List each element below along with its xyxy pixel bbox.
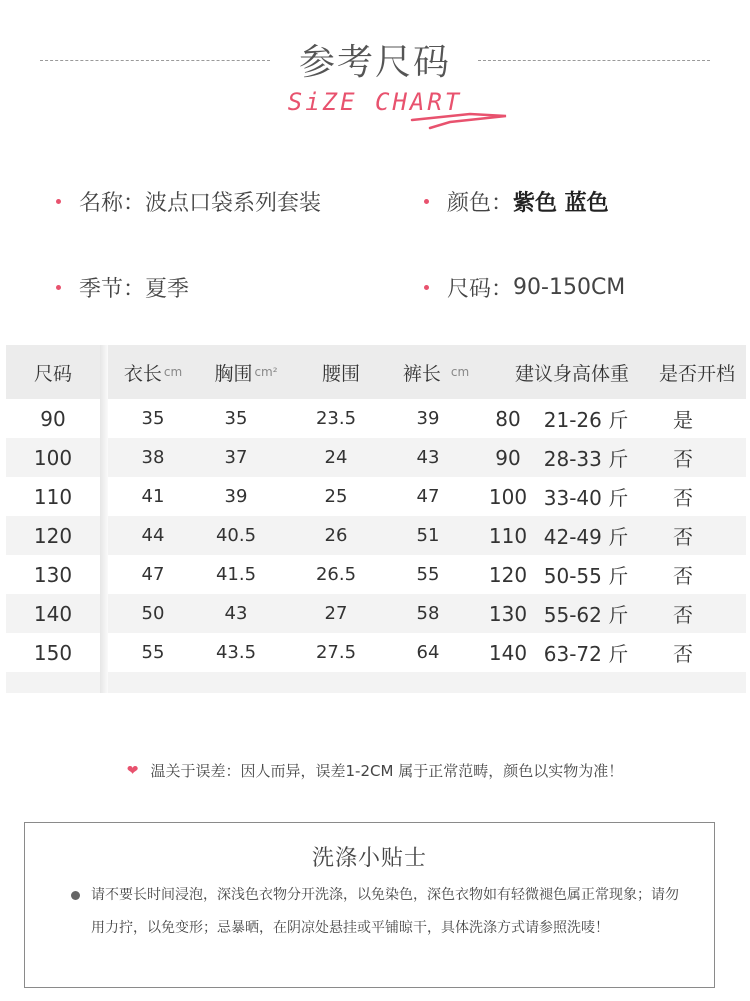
cell-length: 38: [141, 447, 165, 468]
header-size: 尺码: [33, 362, 72, 385]
cell-chest: 37: [224, 447, 248, 468]
cell-waist: 27.5: [315, 642, 357, 663]
cell-waist: 26: [324, 525, 348, 546]
cell-pants: 51: [416, 525, 440, 546]
size-chart-header: [0, 28, 750, 138]
cell-height: 80: [495, 406, 521, 431]
table-row: [6, 594, 746, 633]
table-footer-band: [6, 672, 746, 693]
cell-open: 否: [673, 525, 693, 549]
heart-icon: ❤: [126, 762, 139, 779]
cell-size: 140: [33, 601, 73, 626]
cell-weight: 21-26 斤: [543, 408, 629, 432]
cell-weight: 42-49 斤: [543, 525, 629, 549]
cell-waist: 27: [324, 603, 348, 624]
wash-tips-title: 洗涤小贴士: [311, 846, 427, 871]
cell-height: 120: [488, 562, 528, 587]
cell-open: 否: [673, 564, 693, 588]
bullet-icon: [424, 285, 429, 290]
cell-height: 140: [488, 640, 528, 665]
cell-chest: 39: [224, 486, 248, 507]
cell-height: 110: [488, 523, 528, 548]
header-length: 衣长 cm: [123, 362, 183, 385]
cell-waist: 25: [324, 486, 348, 507]
product-color-value: 紫色 蓝色: [513, 191, 609, 216]
cell-length: 44: [141, 525, 165, 546]
column-divider: [100, 345, 108, 693]
cell-height: 90: [495, 445, 521, 470]
cell-open: 否: [673, 447, 693, 471]
cell-open: 否: [673, 486, 693, 510]
cell-waist: 23.5: [315, 408, 357, 429]
cell-length: 55: [141, 642, 165, 663]
header-suggest: 建议身高体重: [514, 362, 629, 385]
error-note-text: 温关于误差：因人而异，误差1-2CM 属于正常范畴，颜色以实物为准！: [150, 762, 624, 780]
error-note: [0, 760, 750, 781]
cell-pants: 58: [416, 603, 440, 624]
product-color: [424, 186, 609, 217]
cell-waist: 26.5: [315, 564, 357, 585]
table-row: [6, 633, 746, 672]
product-name-label: 名称：: [79, 191, 146, 216]
product-size-label: 尺码：: [447, 277, 514, 302]
header-open: 是否开档: [658, 362, 735, 385]
cell-pants: 64: [416, 642, 440, 663]
cell-pants: 47: [416, 486, 440, 507]
cell-size: 110: [33, 484, 73, 509]
cell-size: 90: [40, 406, 66, 431]
cell-chest: 41.5: [215, 564, 257, 585]
cell-waist: 24: [324, 447, 348, 468]
product-color-label: 颜色：: [447, 191, 514, 216]
cell-length: 50: [141, 603, 165, 624]
cell-size: 150: [33, 640, 73, 665]
product-size-value: 90-150CM: [513, 275, 626, 300]
cell-height: 100: [488, 484, 528, 509]
cell-length: 41: [141, 486, 165, 507]
cell-size: 100: [33, 445, 73, 470]
cell-open: 否: [673, 603, 693, 627]
size-table: [6, 345, 746, 693]
cell-chest: 43.5: [215, 642, 257, 663]
product-size: [424, 272, 625, 303]
cell-weight: 33-40 斤: [543, 486, 629, 510]
table-row: [6, 477, 746, 516]
page-subtitle: SiZE CHART: [287, 88, 463, 116]
product-season-value: 夏季: [145, 277, 190, 302]
product-name-value: 波点口袋系列套装: [145, 191, 322, 216]
header-waist: 腰围: [321, 362, 360, 385]
table-row: [6, 516, 746, 555]
header-pants: 裤长 cm: [402, 362, 470, 385]
cell-pants: 43: [416, 447, 440, 468]
header-chest: 胸围 cm²: [214, 362, 278, 385]
cell-weight: 63-72 斤: [543, 642, 629, 666]
cell-length: 47: [141, 564, 165, 585]
cell-weight: 28-33 斤: [543, 447, 629, 471]
cell-weight: 50-55 斤: [543, 564, 629, 588]
cell-size: 130: [33, 562, 73, 587]
cell-length: 35: [141, 408, 165, 429]
cell-chest: 35: [224, 408, 248, 429]
cell-weight: 55-62 斤: [543, 603, 629, 627]
cell-open: 是: [673, 408, 693, 432]
bullet-icon: [56, 199, 61, 204]
cell-pants: 55: [416, 564, 440, 585]
cell-open: 否: [673, 642, 693, 666]
cell-chest: 43: [224, 603, 248, 624]
wash-tips-text: 请不要长时间浸泡，深浅色衣物分开洗涤，以免染色，深色衣物如有轻微褪色属正常现象；请勿用力拧，以免变形；忌暴晒，在阴凉处悬挂或平铺晾干，具体洗涤方式请参照洗唛！: [91, 887, 679, 936]
wash-tips-box: [24, 822, 715, 988]
swoosh-decoration: [410, 106, 510, 136]
table-row: [6, 555, 746, 594]
bullet-icon: [424, 199, 429, 204]
table-row: [6, 438, 746, 477]
page-title: 参考尺码: [298, 42, 451, 83]
product-season: [56, 272, 189, 303]
product-name: [56, 186, 321, 217]
table-row: [6, 399, 746, 438]
bullet-icon: [71, 891, 80, 900]
cell-pants: 39: [416, 408, 440, 429]
product-season-label: 季节：: [79, 277, 146, 302]
cell-chest: 40.5: [215, 525, 257, 546]
cell-size: 120: [33, 523, 73, 548]
cell-height: 130: [488, 601, 528, 626]
table-header: [6, 345, 746, 399]
bullet-icon: [56, 285, 61, 290]
